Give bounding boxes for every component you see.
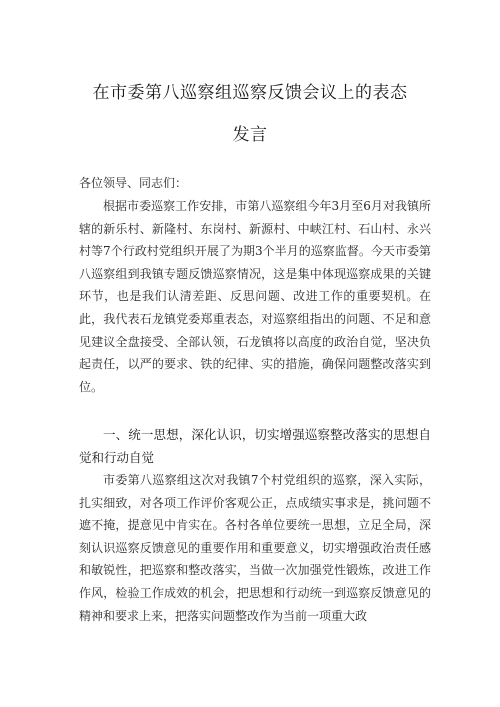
document-title-line-2: 发言 bbox=[232, 125, 268, 145]
salutation: 各位领导、同志们： bbox=[79, 176, 188, 190]
section-heading-1: 一、统一思想，深化认识，切实增强巡察整改落实的思想自觉和行动自觉 bbox=[79, 427, 431, 465]
document-title-line-1: 在市委第八巡察组巡察反馈会议上的表态 bbox=[92, 83, 408, 103]
paragraph-1: 根据市委巡察工作安排，市第八巡察组今年3月至6月对我镇所辖的新乐村、新隆村、东岗村、新源村、中峡江村、石山村、永兴村等7个行政村党组织开展了为期3个半月的巡察监督。今天市委第八巡察组到我镇专题反馈巡察情况，这是集中体现巡察成果的关键环节，也是我们认清差距、反思问题、改进工作的重要契机。在此，我代表石龙镇党委郑重表态，对巡察组指出的问题、不足和意见建议全盘接受、全部认领，石龙镇将以高度的政治自觉，坚决负起责任，以严的要求、铁的纪律、实的措施，确保问题整改落实到位。 bbox=[79, 199, 431, 394]
paragraph-2: 市委第八巡察组这次对我镇7个村党组织的巡察，深入实际，扎实细致，对各项工作评价客观公正，点成绩实事求是，挑问题不遮不掩，提意见中肯实在。各村各单位要统一思想，立足全局，深刻认识巡察反馈意见的重要作用和重要意义，切实增强政治责任感和敏锐性，把巡察和整改落实，当做一次加强党性锻炼，改进工作作风，检验工作成效的机会，把思想和行动统一到巡察反馈意见的精神和要求上来，把落实问题整改作为当前一项重大政 bbox=[79, 473, 431, 623]
